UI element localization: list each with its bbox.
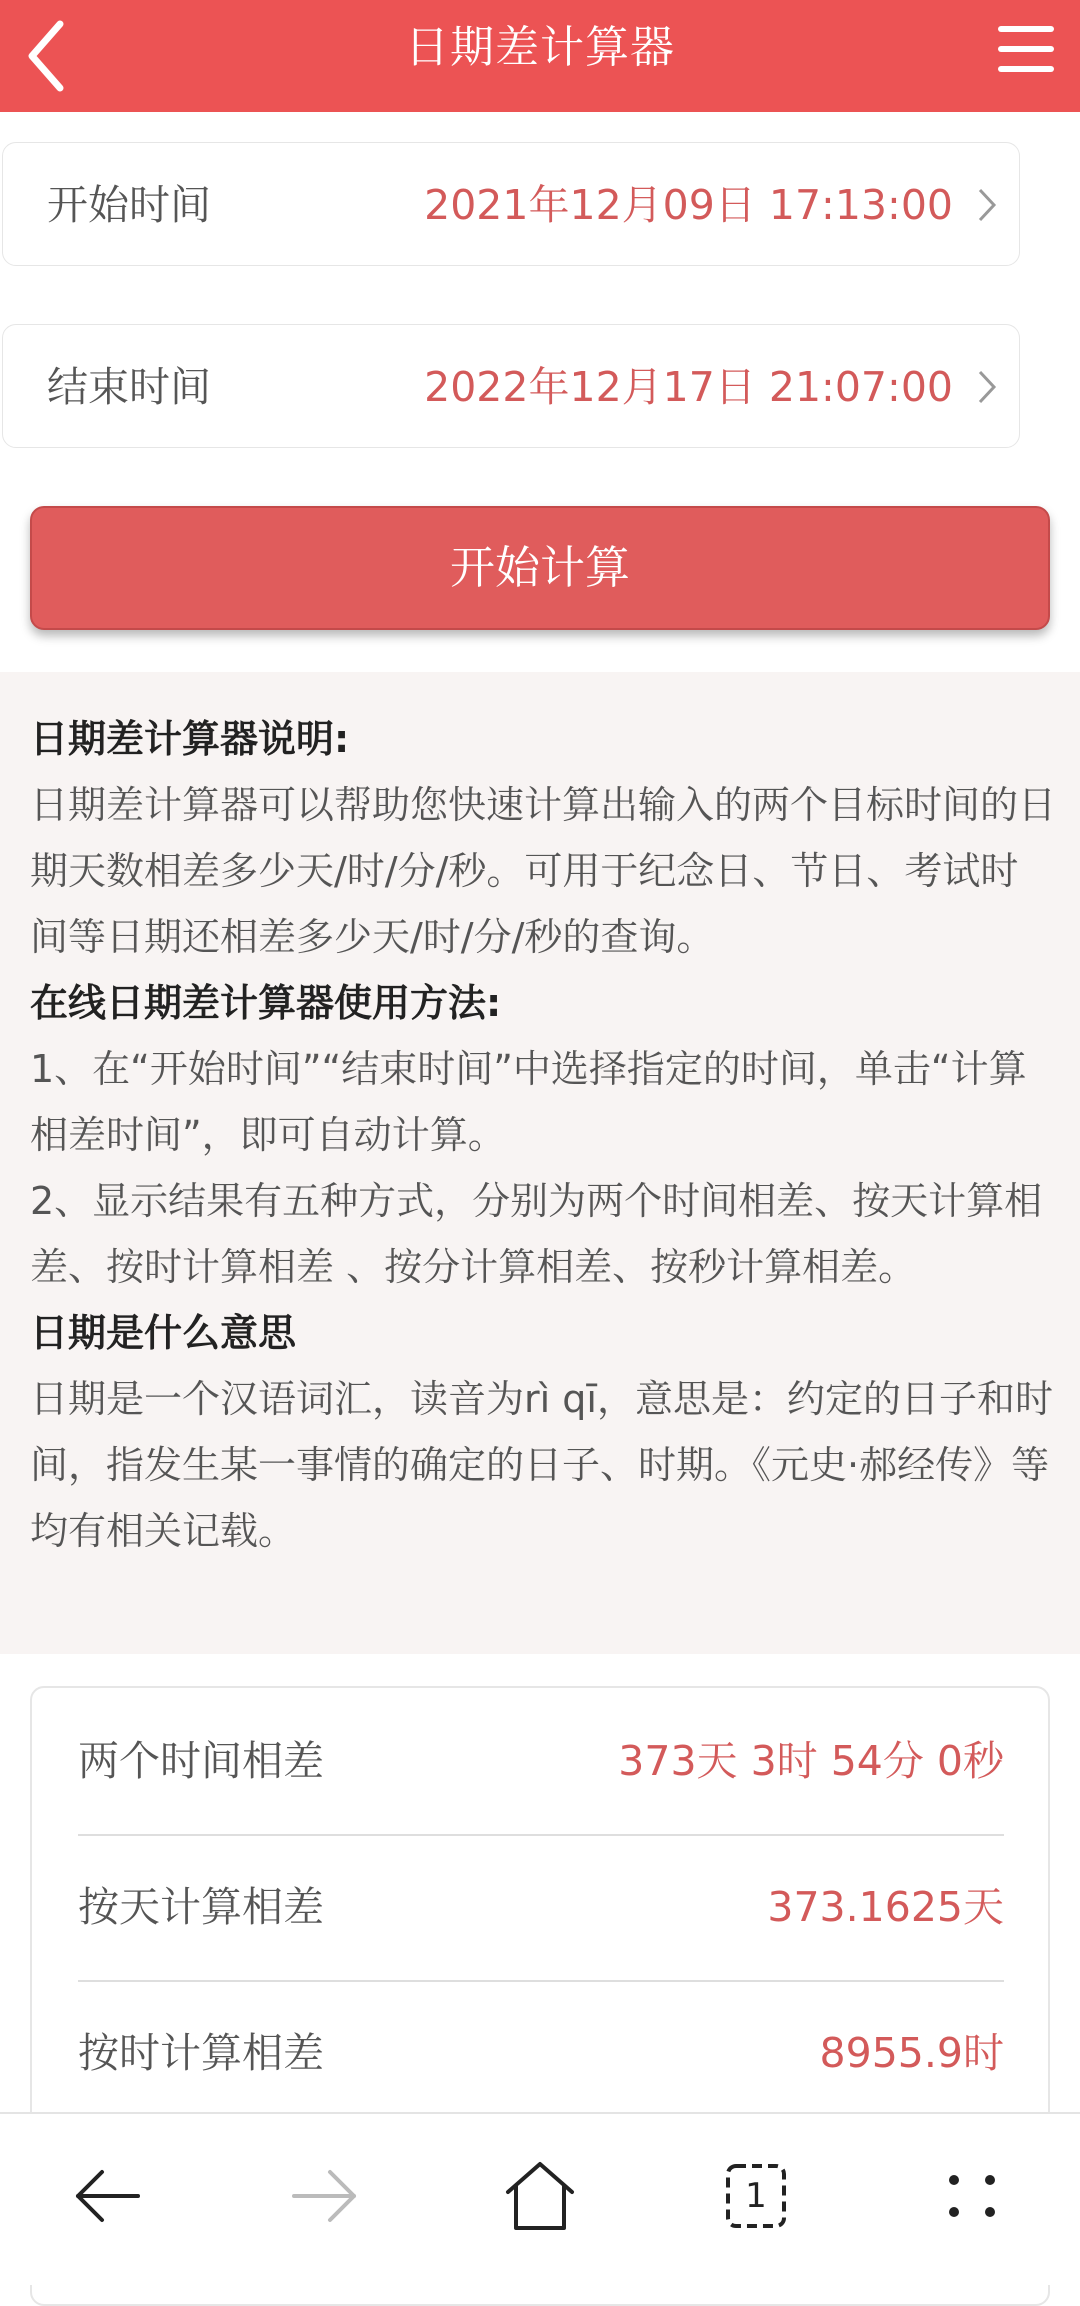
menu-icon[interactable]: [998, 24, 1060, 76]
meaning-heading: 日期是什么意思: [30, 1311, 297, 1355]
description-panel: [0, 672, 1080, 1654]
result-row: [78, 1834, 1004, 1982]
end-time-label: 结束时间: [47, 363, 211, 411]
tabs-button[interactable]: [716, 2156, 796, 2236]
description-heading: 日期差计算器说明:: [30, 717, 350, 761]
tab-count: 1: [745, 2176, 767, 2216]
usage-step-1: 1、在“开始时间”“结束时间”中选择指定的时间，单击“计算相差时间”，即可自动计算。: [30, 1047, 1027, 1157]
usage-step-2: 2、显示结果有五种方式，分别为两个时间相差、按天计算相差、按时计算相差 、按分计算相差、按秒计算相差。: [30, 1179, 1043, 1289]
chevron-right-icon: [977, 187, 997, 223]
more-dots-icon[interactable]: [932, 2156, 1012, 2236]
end-time-value: 2022年12月17日 21:07:00: [424, 363, 953, 411]
app-header: [0, 0, 1080, 112]
result-value: 8955.9时: [819, 2029, 1004, 2077]
result-value: 373天 3时 54分 0秒: [618, 1737, 1004, 1785]
start-time-label: 开始时间: [47, 181, 211, 229]
end-time-field[interactable]: [2, 324, 1020, 448]
forward-arrow-icon[interactable]: [284, 2156, 364, 2236]
result-label: 按天计算相差: [78, 1883, 324, 1931]
description-text: 日期差计算器可以帮助您快速计算出输入的两个目标时间的日期天数相差多少天/时/分/秒。可用于纪念日、节日、考试时间等日期还相差多少天/时/分/秒的查询。: [30, 783, 1057, 959]
result-value: 373.1625天: [767, 1883, 1004, 1931]
home-icon[interactable]: [500, 2156, 580, 2236]
page-title: 日期差计算器: [405, 22, 675, 73]
back-arrow-icon[interactable]: [68, 2156, 148, 2236]
browser-bottom-bar: [0, 2112, 1080, 2285]
start-time-value: 2021年12月09日 17:13:00: [424, 181, 953, 229]
result-label: 两个时间相差: [78, 1737, 324, 1785]
chevron-right-icon: [977, 369, 997, 405]
start-time-field[interactable]: [2, 142, 1020, 266]
meaning-text: 日期是一个汉语词汇，读音为rì qī，意思是：约定的日子和时间，指发生某一事情的确定的日子、时期。《元史·郝经传》等均有相关记载。: [30, 1377, 1053, 1553]
usage-heading: 在线日期差计算器使用方法:: [30, 981, 502, 1025]
result-label: 按时计算相差: [78, 2029, 324, 2077]
result-row: [78, 1688, 1004, 1836]
calculate-button[interactable]: 开始计算: [30, 506, 1050, 630]
result-row: [78, 1980, 1004, 2128]
